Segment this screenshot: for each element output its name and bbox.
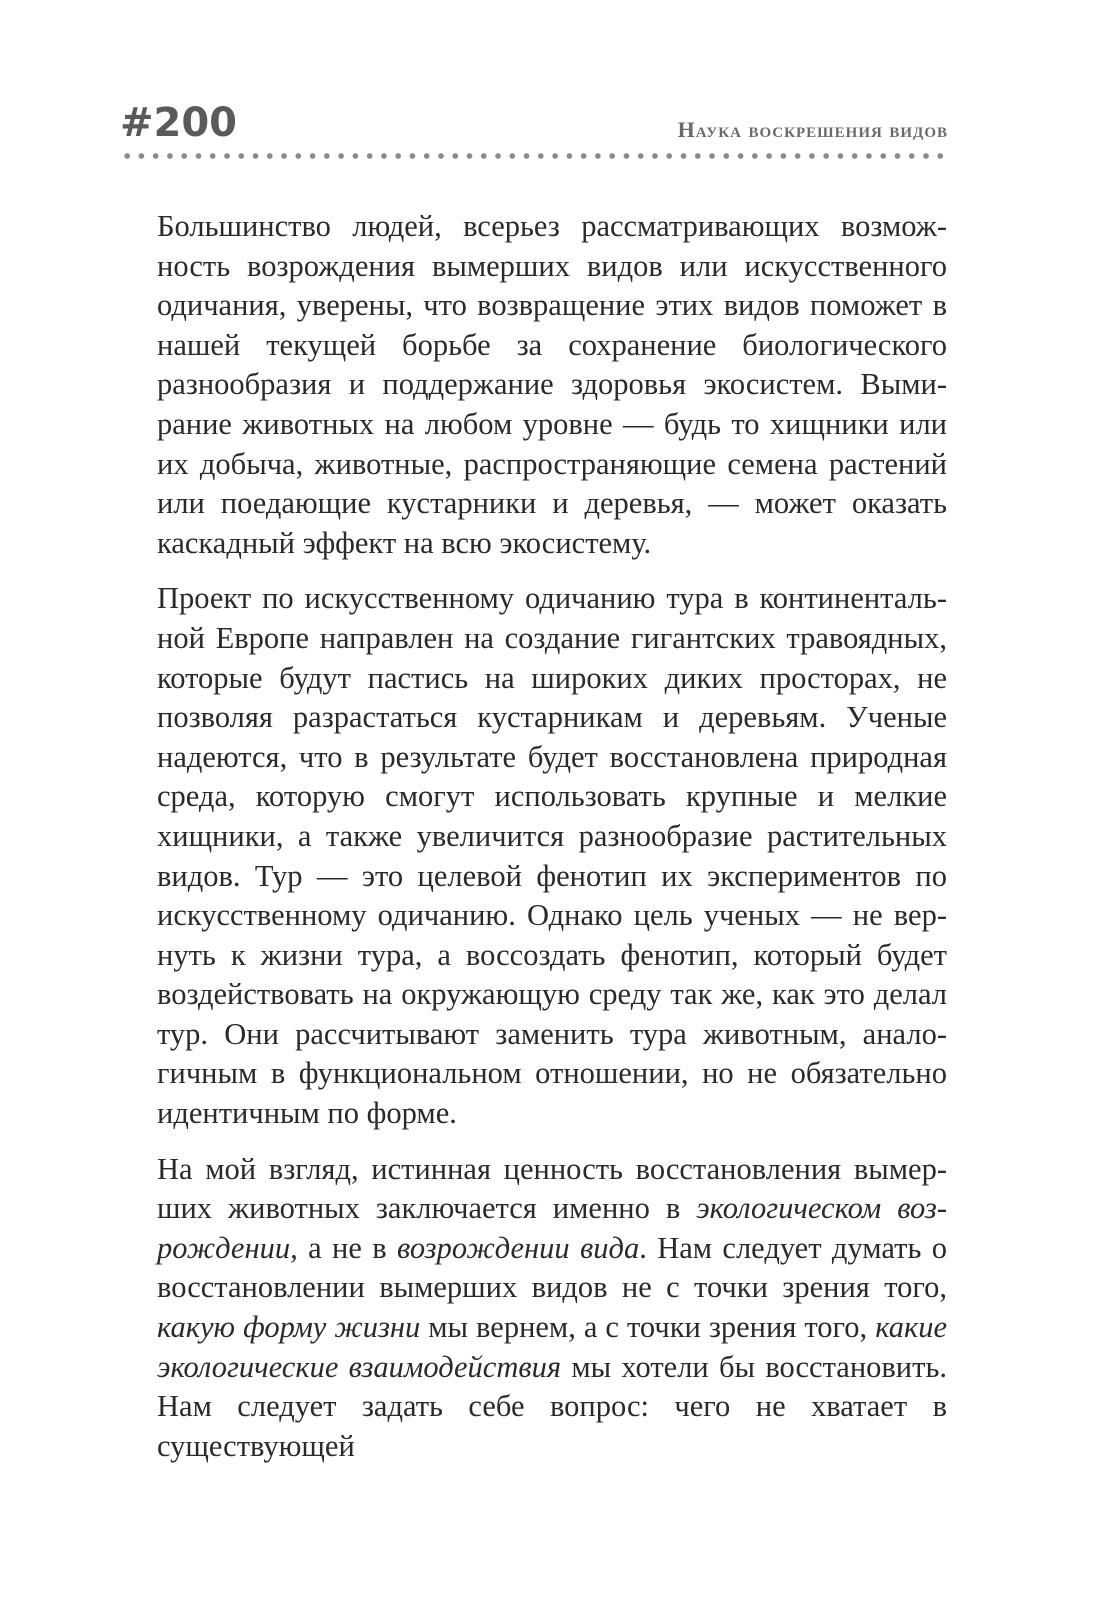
paragraph-3 (157, 1150, 947, 1467)
paragraph-3-italic: какую форму жизни (157, 1310, 421, 1345)
page-number: #200 (120, 100, 238, 146)
paragraph-3-italic: экологическом возрождении, (157, 1191, 947, 1265)
dotted-rule (120, 152, 948, 160)
paragraph-3-segment: . Нам следует думать о восстановлении вымерших видов не с точки зрения того, (157, 1230, 947, 1305)
paragraph-2: Проект по искусственному одичанию тура в континентальной Европе направлен на создание гигантских травоядных, которые будут пастись на широких диких просторах, не позволяя разрастаться кустарникам и деревьям. Ученые надеются, что в результате будет восстановлена природная среда, которую смогут использовать крупные и мелкие хищники, а также увеличится разнообразие растительных видов. Тур — это целевой фенотип их экспериментов по искусственному одичанию. Однако цель ученых — не вернуть к жизни тура, а воссоздать фенотип, который будет воздействовать на окружающую среду так же, как это делал тур. Они рассчитывают заменить тура животным, аналогичным в функциональном отношении, но не обязательно идентичным по форме. (157, 581, 947, 1131)
page-header (120, 98, 948, 158)
paragraph-3-italic: какие экологические взаимодействия (157, 1310, 948, 1384)
paragraph-3-segment: а не в (297, 1230, 397, 1265)
paragraph-1: Большинство людей, всерьез рассматривающих возможность возрождения вымерших видов или искусственного одичания, уверены, что возвращение этих видов поможет в нашей текущей борьбе за сохранение биологического разнообразия и поддержание здоровья экосистем. Вымирание животных на любом уровне — будь то хищники или их добыча, животные, распространяющие семена растений или поедающие кустарники и деревья, — может оказать каскадный эффект на всю экосистему. (157, 209, 947, 560)
paragraph-3-italic: возрождении вида (397, 1230, 640, 1265)
paragraph-3-segment: мы вернем, а с точки зрения того, (420, 1310, 876, 1345)
paragraph-3-segment: На мой взгляд, истинная ценность восстановления вымерших животных заключается именно в (157, 1151, 947, 1226)
running-head: Наука воскрешения видов (677, 117, 948, 142)
paragraph-3-segment: мы хотели бы восстановить. Нам следует задать себе вопрос: чего не хватает в существующей (157, 1349, 947, 1463)
body-text (157, 207, 947, 1482)
